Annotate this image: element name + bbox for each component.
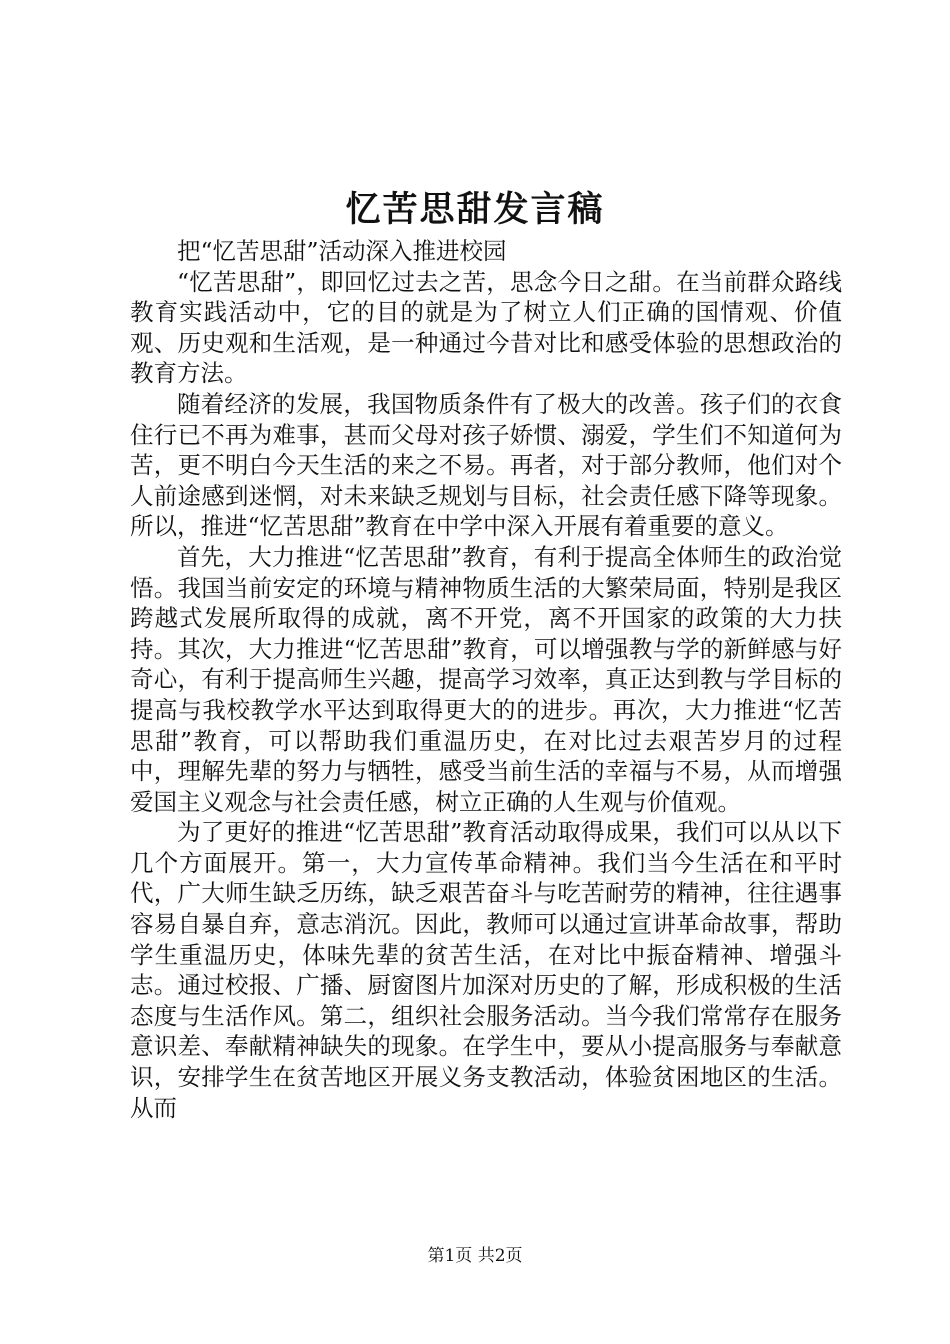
paragraph-3: 首先，大力推进“忆苦思甜”教育，有利于提高全体师生的政治觉悟。我国当前安定的环境与精神物质生活的大繁荣局面，特别是我区跨越式发展所取得的成就，离不开党，离不开国家的政策的大力扶持。其次，大力推进“忆苦思甜”教育，可以增强教与学的新鲜感与好奇心，有利于提高师生兴趣，提高学习效率，真正达到教与学目标的提高与我校教学水平达到取得更大的的进步。再次，大力推进“忆苦思甜”教育，可以帮助我们重温历史，在对比过去艰苦岁月的过程中，理解先辈的努力与牺牲，感受当前生活的幸福与不易，从而增强爱国主义观念与社会责任感，树立正确的人生观与价值观。	[130, 542, 842, 816]
paragraph-1: “忆苦思甜”，即回忆过去之苦，思念今日之甜。在当前群众路线教育实践活动中，它的目的就是为了树立人们正确的国情观、价值观、历史观和生活观，是一种通过今昔对比和感受体验的思想政治的教育方法。	[130, 267, 842, 388]
document-subtitle: 把“忆苦思甜”活动深入推进校园	[177, 237, 507, 265]
document-body	[130, 236, 842, 1123]
page-number-footer: 第1页 共2页	[427, 1246, 523, 1266]
paragraph-4: 为了更好的推进“忆苦思甜”教育活动取得成果，我们可以从以下几个方面展开。第一，大力宣传革命精神。我们当今生活在和平时代，广大师生缺乏历练，缺乏艰苦奋斗与吃苦耐劳的精神，往往遇事容易自暴自弃，意志消沉。因此，教师可以通过宣讲革命故事，帮助学生重温历史，体味先辈的贫苦生活，在对比中振奋精神、增强斗志。通过校报、广播、厨窗图片加深对历史的了解，形成积极的生活态度与生活作风。第二，组织社会服务活动。当今我们常常存在服务意识差、奉献精神缺失的现象。在学生中，要从小提高服务与奉献意识，安排学生在贫苦地区开展义务支教活动，体验贫困地区的生活。从而	[130, 818, 842, 1122]
paragraph-2: 随着经济的发展，我国物质条件有了极大的改善。孩子们的衣食住行已不再为难事，甚而父母对孩子娇惯、溺爱，学生们不知道何为苦，更不明白今天生活的来之不易。再者，对于部分教师，他们对个人前途感到迷惘，对未来缺乏规划与目标，社会责任感下降等现象。所以，推进“忆苦思甜”教育在中学中深入开展有着重要的意义。	[130, 389, 842, 541]
document-title: 忆苦思甜发言稿	[345, 189, 605, 230]
